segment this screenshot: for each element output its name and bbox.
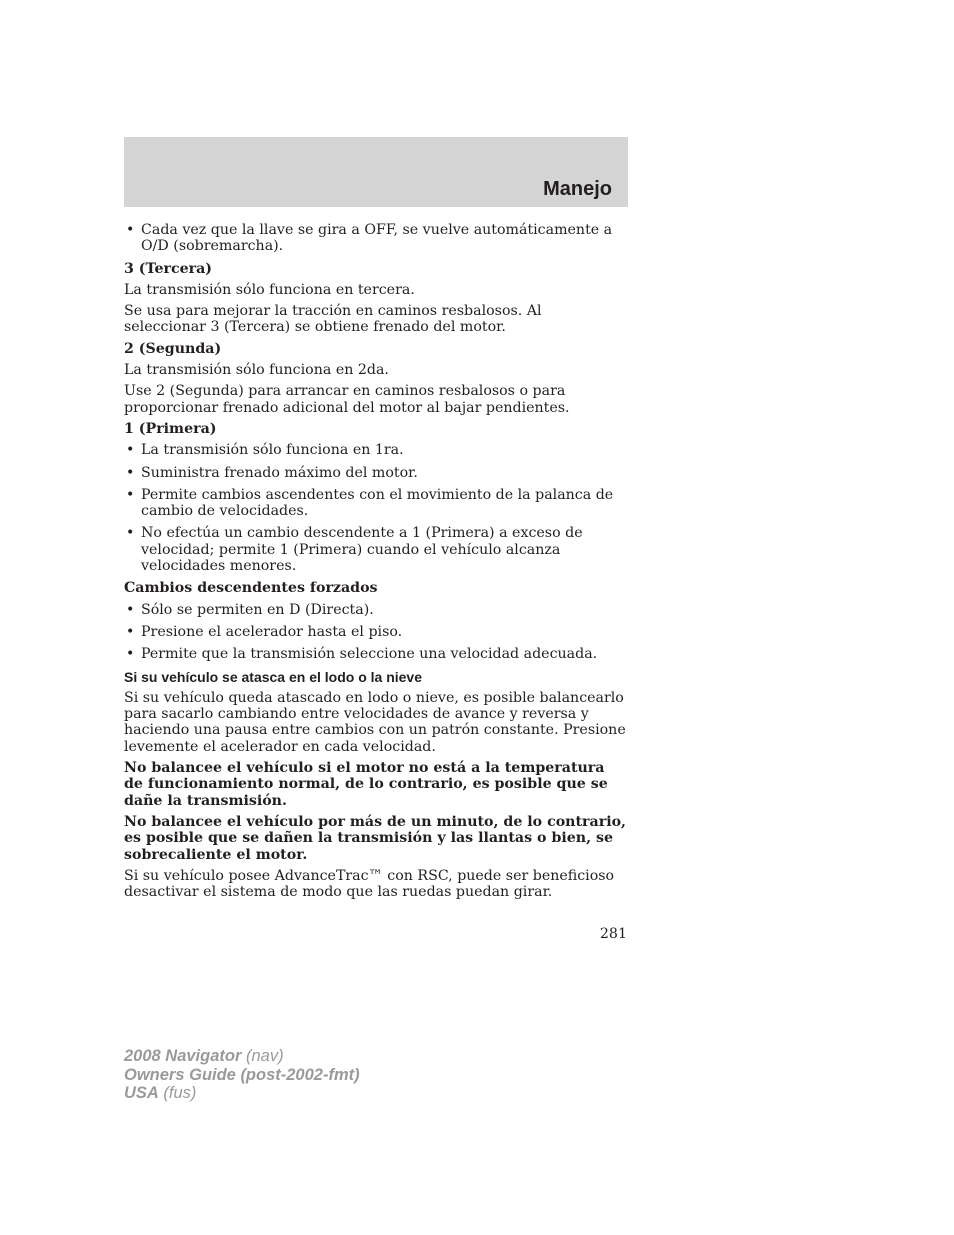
- list-item-text: Permite que la transmisión seleccione una velocidad adecuada.: [141, 646, 598, 663]
- subheading-third: 3 (Tercera): [124, 260, 212, 277]
- bullet-icon: •: [126, 623, 135, 640]
- section-heading-stuck: Si su vehículo se atasca en el lodo o la nieve: [124, 668, 423, 685]
- list-item: [124, 222, 628, 255]
- footer-guide: Owners Guide (post-2002-fmt): [124, 1065, 360, 1084]
- list-item-text: Suministra frenado máximo del motor.: [141, 464, 418, 481]
- bullet-icon: •: [126, 525, 135, 542]
- paragraph: Se usa para mejorar la tracción en caminos resbalosos. Al seleccionar 3 (Tercera) se obtiene frenado del motor.: [124, 303, 542, 336]
- footer-model: 2008 Navigator: [124, 1047, 242, 1065]
- bullet-icon: •: [126, 442, 135, 459]
- list-item-text: Permite cambios ascendentes con el movimiento de la palanca de cambio de velocidades.: [141, 486, 614, 520]
- list-item-text: No efectúa un cambio descendente a 1 (Primera) a exceso de velocidad; permite 1 (Primera) cuando el vehículo alcanza velocidades menores.: [141, 525, 583, 575]
- footer-line-model: [124, 1047, 360, 1066]
- section-header-band: [124, 137, 628, 207]
- list-item: [124, 487, 628, 520]
- list-item-text: Presione el acelerador hasta el piso.: [141, 623, 403, 640]
- footer-line-guide: [124, 1066, 360, 1085]
- list-item: [124, 525, 628, 574]
- section-title: Manejo: [543, 178, 612, 200]
- bullet-icon: •: [126, 486, 135, 503]
- bullet-icon: •: [126, 464, 135, 481]
- paragraph: La transmisión sólo funciona en tercera.: [124, 281, 415, 298]
- footer-market: USA: [124, 1084, 159, 1102]
- subheading-first: 1 (Primera): [124, 420, 217, 437]
- warning-text: No balancee el vehículo si el motor no está a la temperatura de funcionamiento normal, de lo contrario, es posible que se dañe la transmisión.: [124, 760, 608, 809]
- list-item-text: La transmisión sólo funciona en 1ra.: [141, 442, 404, 459]
- paragraph: Si su vehículo posee AdvanceTrac™ con RSC, puede ser beneficioso desactivar el sistema de modo que las ruedas puedan girar.: [124, 867, 615, 901]
- list-item-text: Sólo se permiten en D (Directa).: [141, 601, 374, 618]
- list-item: [124, 624, 628, 640]
- footer: [124, 1047, 360, 1103]
- list-item: [124, 602, 628, 618]
- list-item: [124, 465, 628, 481]
- paragraph: Si su vehículo queda atascado en lodo o nieve, es posible balancearlo para sacarlo cambiando entre velocidades de avance y reversa y haciendo una pausa entre cambios con un patrón constante. Presione levemente el acelerador en cada velocidad.: [124, 689, 626, 755]
- footer-market-code: (fus): [158, 1084, 197, 1102]
- subheading-second: 2 (Segunda): [124, 340, 222, 357]
- page-number: 281: [599, 926, 627, 942]
- warning-text: No balancee el vehículo por más de un minuto, de lo contrario, es posible que se dañen la transmisión y las llantas o bien, se sobrecaliente el motor.: [124, 813, 626, 863]
- list-item: [124, 646, 628, 662]
- list-item: [124, 442, 628, 458]
- subheading-forced-downshift: Cambios descendentes forzados: [124, 580, 378, 597]
- page-content: [124, 222, 628, 905]
- paragraph: Use 2 (Segunda) para arrancar en caminos resbalosos o para proporcionar frenado adicional del motor al bajar pendientes.: [124, 383, 570, 416]
- footer-line-market: [124, 1084, 360, 1103]
- bullet-icon: •: [126, 646, 135, 663]
- paragraph: La transmisión sólo funciona en 2da.: [124, 362, 389, 379]
- list-item-text: Cada vez que la llave se gira a OFF, se vuelve automáticamente a O/D (sobremarcha).: [141, 222, 613, 255]
- footer-model-code: (nav): [241, 1047, 284, 1065]
- bullet-icon: •: [126, 222, 135, 238]
- bullet-icon: •: [126, 601, 135, 618]
